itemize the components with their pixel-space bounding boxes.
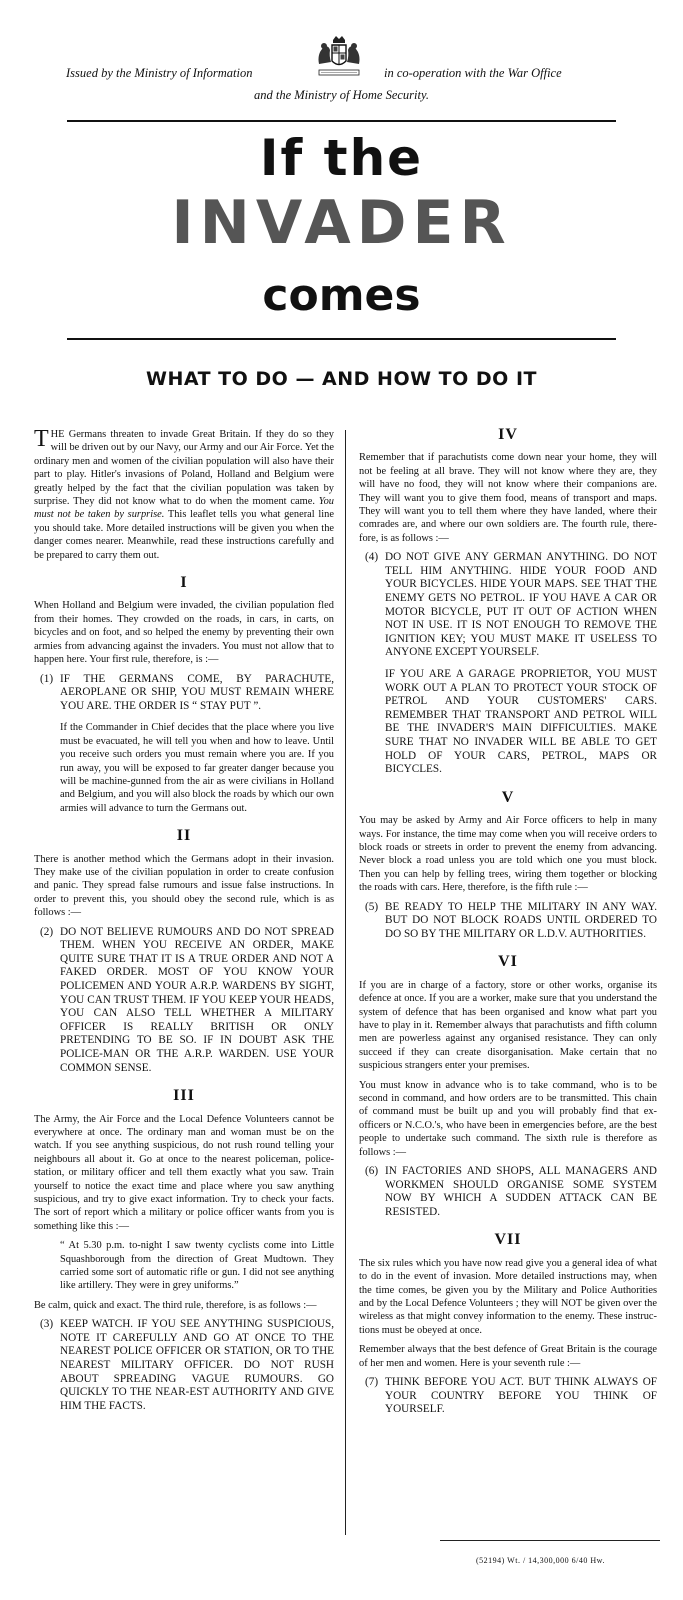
rule-3-number: (3) <box>40 1318 54 1331</box>
rule-6-text: IN FACTORIES AND SHOPS, ALL MANAGERS AND WORKMEN SHOULD ORGANISE SOME SYSTEM NOW BY WHICH A SUDDEN ATTACK CAN BE RESISTED. <box>385 1165 657 1218</box>
section-heading-3: III <box>173 1087 195 1105</box>
section-7-paragraph-2: Remember always that the best defence of Great Britain is the courage of her men and women. Here is your seventh rule :— <box>359 1344 657 1369</box>
intro-dropcap: T <box>34 426 49 452</box>
rule-3-text: KEEP WATCH. IF YOU SEE ANYTHING SUSPICIOUS, NOTE IT CAREFULLY AND GO AT ONCE TO THE NEAREST POLICE OFFICER OR STATION, OR TO THE NEAREST MILITARY OFFICER. DO NOT RUSH ABOUT SPREADING VAGUE RUMOURS. GO QUICKLY TO THE NEAR-EST AUTHORITY AND GIVE HIM THE FACTS. <box>60 1318 334 1412</box>
rule-6-number: (6) <box>365 1165 379 1178</box>
rule-5-text: BE READY TO HELP THE MILITARY IN ANY WAY. BUT DO NOT BLOCK ROADS UNTIL ORDERED TO DO SO BY THE MILITARY OR L.D.V. AUTHORITIES. <box>385 900 657 940</box>
title-line-3: comes <box>262 270 421 321</box>
footer-rule <box>440 1540 660 1541</box>
section-heading-5: V <box>501 788 515 806</box>
intro-text-1: HE Germans threaten to invade Great Britain. If they do so they will be driven out by our Navy, our Army and our Air Force. Yet the ordinary men and women of the civilian population will also have their part to play. Hitler's invasions of Poland, Holland and Belgium were greatly helped by the fact that the civilian population was taken by surprise. They did not know what to do when the moment came. <box>34 429 334 508</box>
rule-2 <box>40 926 334 1076</box>
rule-6 <box>365 1165 657 1219</box>
rule-7-text: THINK BEFORE YOU ACT. BUT THINK ALWAYS OF YOUR COUNTRY BEFORE YOU THINK OF YOURSELF. <box>385 1376 657 1416</box>
section-heading-2: II <box>176 827 192 845</box>
section-heading-7: VII <box>494 1231 522 1249</box>
rule-5-number: (5) <box>365 900 379 913</box>
print-code: (52194) Wt. / 14,300,000 6/40 Hw. <box>476 1556 605 1565</box>
right-column <box>359 428 657 1425</box>
title-bottom-rule <box>67 338 616 340</box>
rule-1-number: (1) <box>40 672 54 685</box>
rule-2-text: DO NOT BELIEVE RUMOURS AND DO NOT SPREAD THEM. WHEN YOU RECEIVE AN ORDER, MAKE QUITE SURE THAT IT IS A TRUE ORDER AND NOT A FAKED ORDER. MOST OF YOU KNOW YOUR POLICEMEN AND YOUR A.R.P. WARDENS BY SIGHT, YOU CAN TRUST THEM. IF YOU KEEP YOUR HEADS, YOU CAN ALSO TELL WHETHER A MILITARY OFFICER IS REALLY BRITISH OR ONLY PRETENDING TO BE SO. IF IN DOUBT ASK THE POLICE-MAN OR THE A.R.P. WARDEN. USE YOUR COMMON SENSE. <box>60 925 334 1074</box>
title-top-rule <box>67 120 616 122</box>
section-6-paragraph-2: You must know in advance who is to take command, who is to be second in command, and how orders are to be transmitted. This chain of command must be built up and you will probably find that ex-officers or N.C.O.'s, who have been in emergencies before, are the best people to undertake such command. The sixth rule is therefore as follows :— <box>359 1079 657 1158</box>
section-7-paragraph: The six rules which you have now read give you a general idea of what to do in the event of invasion. More detailed instructions may, when the time comes, be given you by the Military and Police Authorities and by the Local Defence Volunteers ; they will NOT be given over the wireless as that might convey information to the enemy. These instruc-tions must be obeyed at once. <box>359 1257 657 1336</box>
rule-4-number: (4) <box>365 551 379 564</box>
royal-coat-of-arms-icon <box>311 34 367 78</box>
section-2-paragraph: There is another method which the Germans adopt in their invasion. They make use of the civilian population in order to create confusion and panic. They spread false rumours and issue false instructions. In order to prevent this, you should obey the second rule, which is as follows :— <box>34 853 334 919</box>
rule-3 <box>40 1318 334 1413</box>
rule-1-text: IF THE GERMANS COME, BY PARACHUTE, AEROPLANE OR SHIP, YOU MUST REMAIN WHERE YOU ARE. THE ORDER IS “ STAY PUT ”. <box>60 672 334 712</box>
rule-1-explanation: If the Commander in Chief decides that the place where you live must be evacuated, he will tell you when and how to leave. Until you receive such orders you must remain where you are. If you run away, you will be exposed to far greater danger because you will be machine-gunned from the air as were civilians in Holland and Belgium, and you will also block the roads by which our own armies will advance to turn the Germans out. <box>60 722 334 814</box>
section-1-paragraph: When Holland and Belgium were invaded, the civilian population fled from their homes. They crowded on the roads, in cars, in carts, on bicycles and on foot, and so helped the enemy by preventing their own armies from advancing against the invaders. You must not allow that to happen here. Your first rule, therefore, is :— <box>34 600 334 666</box>
rule-4-text: DO NOT GIVE ANY GERMAN ANYTHING. DO NOT TELL HIM ANYTHING. HIDE YOUR FOOD AND YOUR BICYCLES. HIDE YOUR MAPS. SEE THAT THE ENEMY GETS NO PETROL. IF YOU HAVE A CAR OR MOTOR BICYCLE, PUT IT OUT OF ACTION WHEN NOT IN USE. IT IS NOT ENOUGH TO REMOVE THE IGNITION KEY; YOU MUST MAKE IT USELESS TO ANYONE EXCEPT YOURSELF. <box>385 551 657 659</box>
issued-left-text: Issued by the Ministry of Information <box>66 66 253 80</box>
section-3-quote: “ At 5.30 p.m. to-night I saw twenty cyclists come into Little Squashborough from the direction of Great Mudtown. They carried some sort of automatic rifle or gun. I did not see anything like artillery. They were in grey uniforms.” <box>60 1240 334 1292</box>
rule-7 <box>365 1376 657 1417</box>
rule-2-number: (2) <box>40 925 54 938</box>
section-heading-1: I <box>180 574 188 592</box>
rule-1 <box>40 673 334 714</box>
intro-text-2: This leaflet tells you what general line you should take. More detailed instructions will be given you when the danger comes nearer. Meanwhile, read these instructions carefully and be prepared to carry them out. <box>34 509 334 561</box>
section-3-paragraph: The Army, the Air Force and the Local Defence Volunteers cannot be everywhere at once. The ordinary man and woman must be on the watch. If you see anything suspicious, do not rush round telling your neighbours all about it. Go at once to the nearest policeman, police-station, or military officer and tell them exactly what you saw. Train yourself to notice the exact time and place where you saw anything suspicious, and try to give exact information. Try to check your facts. The sort of report which a military or police officer wants from you is something like this :— <box>34 1113 334 1232</box>
title-line-1: If the <box>259 129 424 187</box>
issued-line2-text: and the Ministry of Home Security. <box>254 88 429 102</box>
column-divider <box>345 430 346 1535</box>
rule-7-number: (7) <box>365 1376 379 1389</box>
rule-5 <box>365 901 657 942</box>
subtitle: WHAT TO DO — AND HOW TO DO IT <box>146 368 537 390</box>
title-line-invader: INVADER <box>171 188 512 258</box>
section-5-paragraph: You may be asked by Army and Air Force officers to help in many ways. For instance, the time may come when you will receive orders to block roads or streets in order to prevent the enemy from advancing. Never block a road unless you are told which one you must block. Then you can help by felling trees, wiring them together or blocking the roads with cars. Here, therefore, is the fifth rule :— <box>359 815 657 894</box>
intro-emphasis: You must not be taken by surprise. <box>34 496 334 521</box>
section-6-paragraph: If you are in charge of a factory, store or other works, organise its defence at once. If you are a worker, make sure that you understand the system of defence that has been organised and know what part you have to play in it. Remember always that parachutists and fifth column men are powerless against any organised resistance. They can only succeed if they can create disorganisation. Make certain that no suspicious strangers enter your premises. <box>359 979 657 1072</box>
section-heading-4: IV <box>498 426 518 443</box>
section-heading-6: VI <box>498 953 518 971</box>
section-3-paragraph-2: Be calm, quick and exact. The third rule, therefore, is as follows :— <box>34 1299 317 1311</box>
left-column <box>34 428 334 1421</box>
intro-paragraph <box>34 428 334 562</box>
rule-4 <box>365 551 657 660</box>
rule-4-garage-text: IF YOU ARE A GARAGE PROPRIETOR, YOU MUST WORK OUT A PLAN TO PROTECT YOUR STOCK OF PETROL AND YOUR CUSTOMERS' CARS. REMEMBER THAT TRANSPORT AND PETROL WILL BE THE INVADER'S MAIN DIFFICULTIES. MAKE SURE THAT NO INVADER WILL BE ABLE TO GET HOLD OF YOUR CARS, PETROL, MAPS OR BICYCLES. <box>385 668 657 776</box>
issued-right-text: in co-operation with the War Office <box>384 66 562 80</box>
section-4-paragraph: Remember that if parachutists come down near your home, they will not be feeling at all brave. They will not know where they are, they will have no food, they will not know where their companions are. They will want you to give them food, means of transport and maps. They will want you to tell them where they have landed, where their comrades are, and where our own soldiers are. The fourth rule, there-fore, is as follows :— <box>359 452 657 544</box>
